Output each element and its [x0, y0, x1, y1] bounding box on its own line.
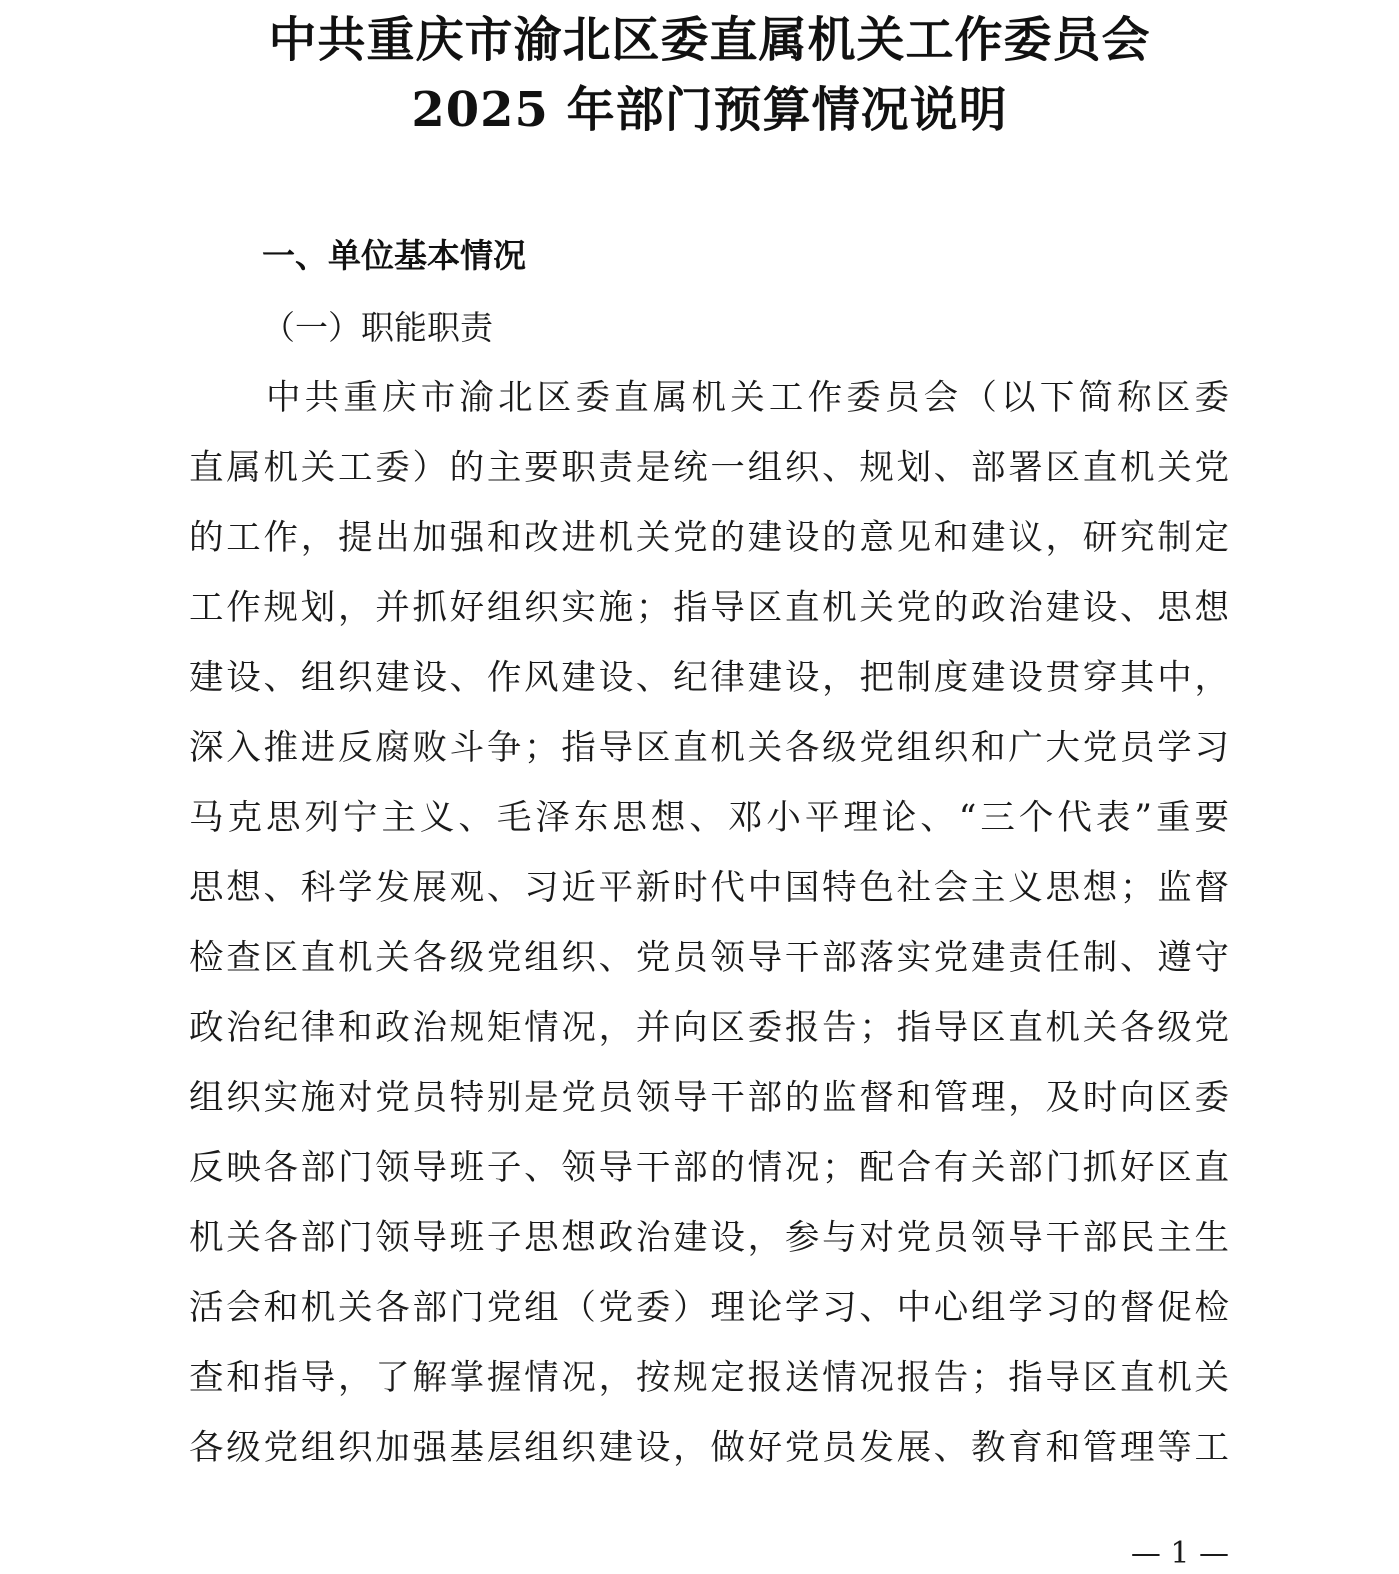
body-line: 工作规划，并抓好组织实施；指导区直机关党的政治建设、思想 [189, 588, 1229, 628]
body-line: 政治纪律和政治规矩情况，并向区委报告；指导区直机关各级党 [189, 1008, 1229, 1048]
body-line: 机关各部门领导班子思想政治建设，参与对党员领导干部民主生 [189, 1218, 1229, 1258]
document-title-line-2: 2025 年部门预算情况说明 [411, 82, 1008, 138]
body-line: 活会和机关各部门党组（党委）理论学习、中心组学习的督促检 [189, 1288, 1229, 1328]
body-line: 深入推进反腐败斗争；指导区直机关各级党组织和广大党员学习 [189, 728, 1229, 768]
subsection-heading: （一）职能职责 [262, 308, 493, 347]
body-line: 反映各部门领导班子、领导干部的情况；配合有关部门抓好区直 [189, 1148, 1229, 1188]
body-line: 思想、科学发展观、习近平新时代中国特色社会主义思想；监督 [189, 868, 1229, 908]
section-heading: 一、单位基本情况 [262, 236, 526, 275]
page-number: — 1 — [1130, 1536, 1229, 1571]
body-line: 检查区直机关各级党组织、党员领导干部落实党建责任制、遵守 [189, 938, 1229, 978]
body-line: 中共重庆市渝北区委直属机关工作委员会（以下简称区委 [266, 378, 1229, 418]
body-line: 组织实施对党员特别是党员领导干部的监督和管理，及时向区委 [189, 1078, 1229, 1118]
body-line: 直属机关工委）的主要职责是统一组织、规划、部署区直机关党 [189, 448, 1229, 488]
body-paragraph [189, 370, 1229, 1490]
body-line: 的工作，提出加强和改进机关党的建设的意见和建议，研究制定 [189, 518, 1229, 558]
body-line: 建设、组织建设、作风建设、纪律建设，把制度建设贯穿其中， [189, 658, 1229, 698]
body-line: 马克思列宁主义、毛泽东思想、邓小平理论、“三个代表”重要 [189, 798, 1229, 838]
body-line: 各级党组织加强基层组织建设，做好党员发展、教育和管理等工 [189, 1428, 1229, 1468]
document-title-line-1: 中共重庆市渝北区委直属机关工作委员会 [268, 12, 1151, 68]
body-line: 查和指导，了解掌握情况，按规定报送情况报告；指导区直机关 [189, 1358, 1229, 1398]
